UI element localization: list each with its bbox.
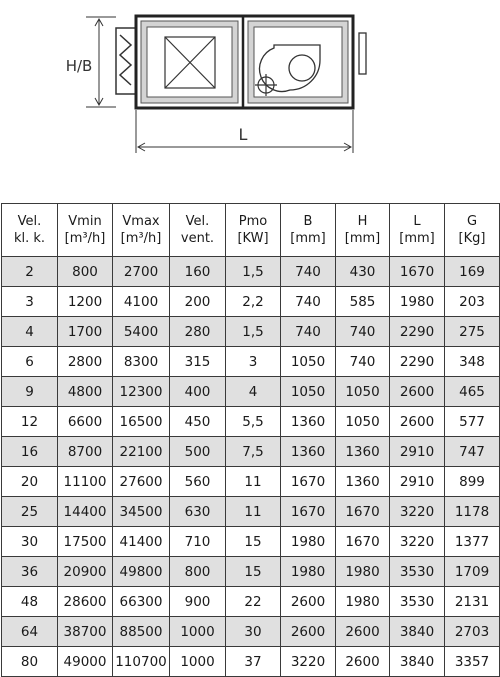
table-cell: 1,5	[226, 257, 281, 287]
table-cell: 169	[445, 257, 500, 287]
table-cell: 1670	[336, 497, 390, 527]
table-row	[2, 557, 500, 587]
table-cell: 30	[2, 527, 58, 557]
table-cell: 27600	[113, 467, 170, 497]
table-cell: 2703	[445, 617, 500, 647]
table-cell: 2910	[390, 437, 445, 467]
header-size-class: Vel. kl. k.	[2, 204, 58, 257]
table-cell: 2600	[281, 587, 336, 617]
table-cell: 4100	[113, 287, 170, 317]
table-cell: 2600	[390, 407, 445, 437]
table-cell: 1360	[281, 407, 336, 437]
table-cell: 2700	[113, 257, 170, 287]
table-cell: 11	[226, 467, 281, 497]
table-cell: 630	[170, 497, 226, 527]
table-row	[2, 527, 500, 557]
table-cell: 15	[226, 527, 281, 557]
table-cell: 1980	[336, 557, 390, 587]
header-length: L [mm]	[390, 204, 445, 257]
table-cell: 3357	[445, 647, 500, 677]
table-cell: 1670	[281, 497, 336, 527]
header-vmin: Vmin [m³/h]	[58, 204, 113, 257]
table-cell: 1,5	[226, 317, 281, 347]
height-label: H/B	[65, 57, 93, 75]
header-fan-size: Vel. vent.	[170, 204, 226, 257]
table-row	[2, 437, 500, 467]
table-cell: 2910	[390, 467, 445, 497]
table-cell: 38700	[58, 617, 113, 647]
table-body	[2, 257, 500, 677]
fan-section	[248, 21, 348, 103]
table-cell: 1050	[281, 377, 336, 407]
table-cell: 88500	[113, 617, 170, 647]
table-row	[2, 647, 500, 677]
table-cell: 22100	[113, 437, 170, 467]
header-weight: G [Kg]	[445, 204, 500, 257]
table-cell: 64	[2, 617, 58, 647]
table-row	[2, 617, 500, 647]
table-cell: 12300	[113, 377, 170, 407]
length-label: L	[238, 125, 248, 144]
table-cell: 280	[170, 317, 226, 347]
table-cell: 6600	[58, 407, 113, 437]
table-cell: 1980	[281, 557, 336, 587]
table-row	[2, 467, 500, 497]
table-cell: 48	[2, 587, 58, 617]
table-cell: 900	[170, 587, 226, 617]
table-cell: 3530	[390, 587, 445, 617]
table-cell: 1050	[281, 347, 336, 377]
table-cell: 30	[226, 617, 281, 647]
table-cell: 3840	[390, 647, 445, 677]
table-cell: 3220	[281, 647, 336, 677]
header-width: B [mm]	[281, 204, 336, 257]
table-cell: 740	[281, 287, 336, 317]
table-cell: 11	[226, 497, 281, 527]
table-cell: 315	[170, 347, 226, 377]
table-cell: 1000	[170, 647, 226, 677]
table-row	[2, 587, 500, 617]
table-cell: 66300	[113, 587, 170, 617]
specification-table	[1, 203, 500, 677]
table-cell: 1360	[336, 437, 390, 467]
table-cell: 49000	[58, 647, 113, 677]
table-cell: 450	[170, 407, 226, 437]
table-cell: 2131	[445, 587, 500, 617]
table-cell: 28600	[58, 587, 113, 617]
table-cell: 348	[445, 347, 500, 377]
table-cell: 1360	[336, 467, 390, 497]
table-cell: 36	[2, 557, 58, 587]
table-cell: 37	[226, 647, 281, 677]
table-cell: 275	[445, 317, 500, 347]
table-cell: 3840	[390, 617, 445, 647]
table-cell: 6	[2, 347, 58, 377]
table-cell: 25	[2, 497, 58, 527]
table-cell: 5,5	[226, 407, 281, 437]
table-cell: 740	[336, 317, 390, 347]
table-cell: 3	[2, 287, 58, 317]
table-cell: 2600	[336, 617, 390, 647]
table-cell: 800	[58, 257, 113, 287]
table-cell: 3220	[390, 527, 445, 557]
table-cell: 2	[2, 257, 58, 287]
unit-diagram	[0, 0, 500, 200]
table-cell: 3530	[390, 557, 445, 587]
table-cell: 41400	[113, 527, 170, 557]
table-cell: 3	[226, 347, 281, 377]
table-cell: 80	[2, 647, 58, 677]
table-cell: 1980	[281, 527, 336, 557]
table-cell: 1980	[390, 287, 445, 317]
table-cell: 22	[226, 587, 281, 617]
table-cell: 4	[226, 377, 281, 407]
table-row	[2, 407, 500, 437]
table-cell: 1050	[336, 407, 390, 437]
table-cell: 899	[445, 467, 500, 497]
table-cell: 1670	[390, 257, 445, 287]
table-cell: 110700	[113, 647, 170, 677]
table-row	[2, 497, 500, 527]
table-cell: 17500	[58, 527, 113, 557]
table-cell: 430	[336, 257, 390, 287]
table-cell: 160	[170, 257, 226, 287]
table-cell: 500	[170, 437, 226, 467]
table-cell: 15	[226, 557, 281, 587]
table-cell: 2800	[58, 347, 113, 377]
table-cell: 7,5	[226, 437, 281, 467]
table-row	[2, 377, 500, 407]
table-cell: 3220	[390, 497, 445, 527]
header-vmax: Vmax [m³/h]	[113, 204, 170, 257]
table-cell: 16	[2, 437, 58, 467]
table-cell: 34500	[113, 497, 170, 527]
filter-section	[141, 21, 238, 103]
table-cell: 1360	[281, 437, 336, 467]
table-cell: 800	[170, 557, 226, 587]
table-cell: 1377	[445, 527, 500, 557]
table-cell: 710	[170, 527, 226, 557]
table-cell: 740	[336, 347, 390, 377]
table-cell: 560	[170, 467, 226, 497]
table-cell: 2290	[390, 317, 445, 347]
table-cell: 747	[445, 437, 500, 467]
table-cell: 740	[281, 257, 336, 287]
table-cell: 1709	[445, 557, 500, 587]
table-cell: 2,2	[226, 287, 281, 317]
header-height: H [mm]	[336, 204, 390, 257]
table-cell: 203	[445, 287, 500, 317]
table-cell: 2600	[390, 377, 445, 407]
table-cell: 8700	[58, 437, 113, 467]
table-cell: 4	[2, 317, 58, 347]
table-cell: 1178	[445, 497, 500, 527]
table-row	[2, 257, 500, 287]
table-cell: 4800	[58, 377, 113, 407]
table-cell: 200	[170, 287, 226, 317]
table-cell: 2600	[281, 617, 336, 647]
table-cell: 465	[445, 377, 500, 407]
table-cell: 5400	[113, 317, 170, 347]
table-row	[2, 287, 500, 317]
table-cell: 8300	[113, 347, 170, 377]
table-cell: 20900	[58, 557, 113, 587]
table-cell: 1200	[58, 287, 113, 317]
damper-grille	[116, 28, 136, 94]
access-panel	[359, 33, 366, 74]
table-header-row	[2, 204, 500, 257]
table-cell: 2290	[390, 347, 445, 377]
table-cell: 49800	[113, 557, 170, 587]
table-cell: 1980	[336, 587, 390, 617]
table-cell: 740	[281, 317, 336, 347]
table-cell: 11100	[58, 467, 113, 497]
table-cell: 2600	[336, 647, 390, 677]
table-cell: 1050	[336, 377, 390, 407]
table-cell: 1000	[170, 617, 226, 647]
table-cell: 1700	[58, 317, 113, 347]
table-cell: 400	[170, 377, 226, 407]
table-cell: 20	[2, 467, 58, 497]
table-cell: 577	[445, 407, 500, 437]
table-cell: 12	[2, 407, 58, 437]
table-row	[2, 347, 500, 377]
table-cell: 9	[2, 377, 58, 407]
table-cell: 1670	[281, 467, 336, 497]
table-cell: 585	[336, 287, 390, 317]
table-cell: 14400	[58, 497, 113, 527]
table-cell: 16500	[113, 407, 170, 437]
header-power: Pmo [KW]	[226, 204, 281, 257]
table-cell: 1670	[336, 527, 390, 557]
table-row	[2, 317, 500, 347]
